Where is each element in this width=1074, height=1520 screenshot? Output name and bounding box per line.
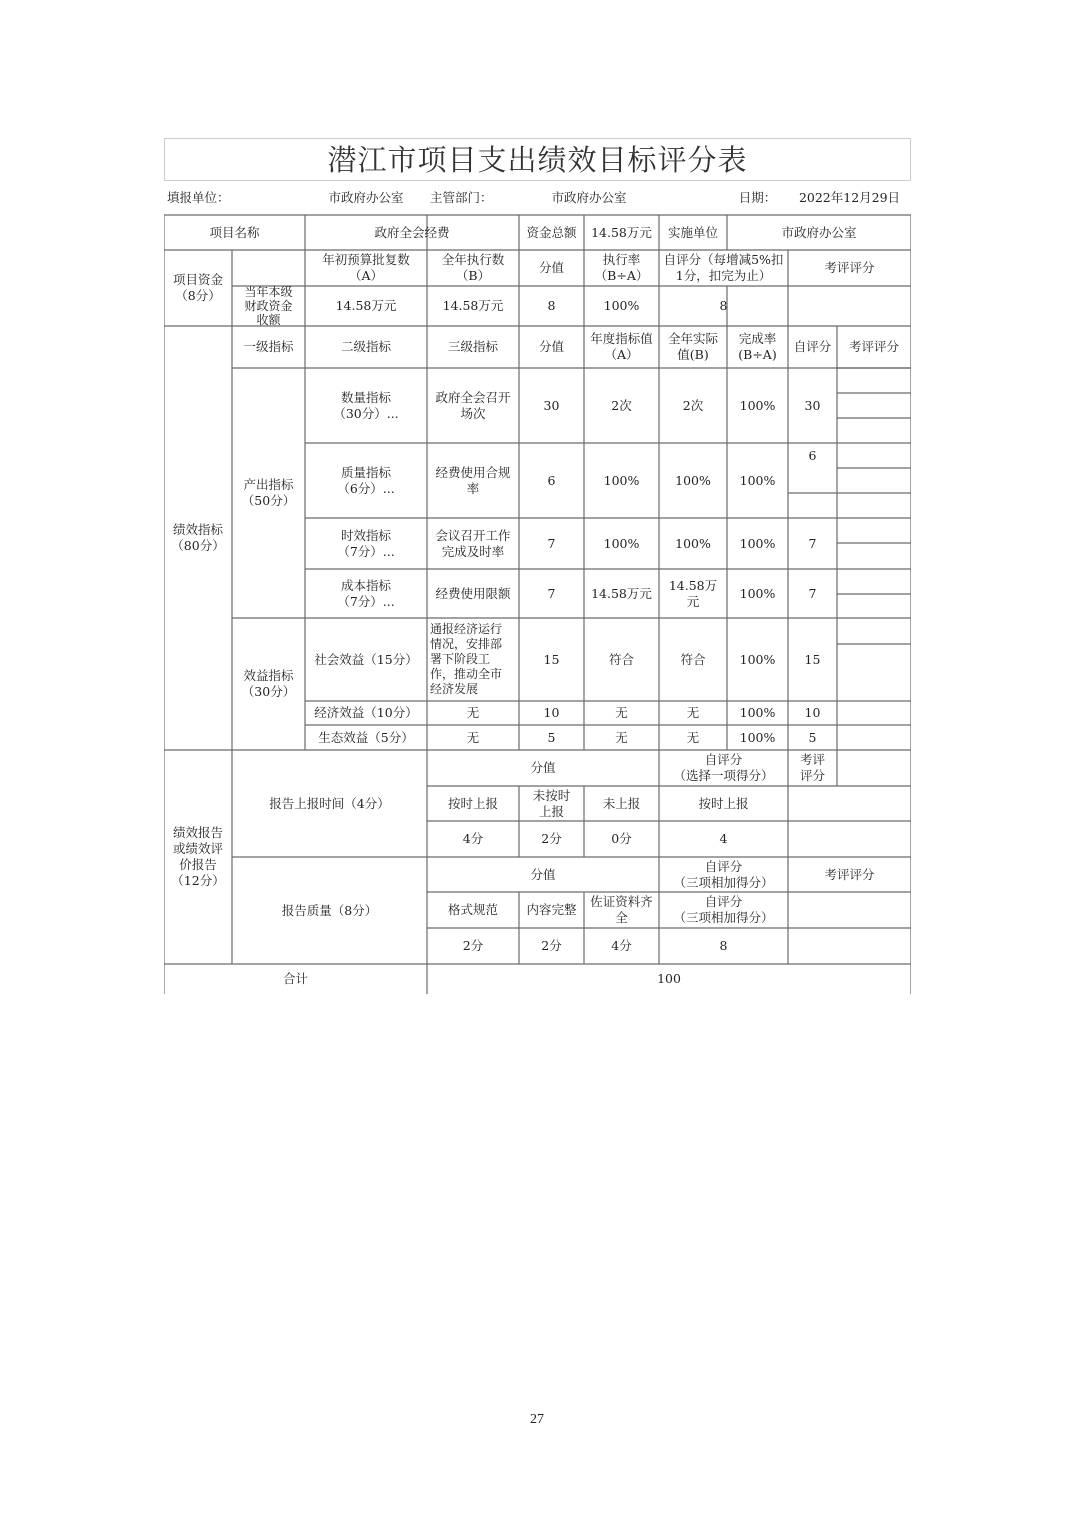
report-time-points: 2分 (541, 831, 562, 846)
table-row-target: 无 (615, 729, 628, 745)
date-label: 日期： (738, 190, 777, 205)
report-time-label: 报告上报时间（4分） (269, 795, 390, 811)
total-funds-label: 资金总额 (526, 224, 577, 240)
funds-b: 14.58万元 (442, 298, 504, 313)
report-quality-self-header: 自评分 （三项相加得分） (673, 858, 774, 890)
table-row-third: 经费使用限额 (435, 585, 511, 601)
funds-col-review: 考评评分 (824, 260, 875, 275)
table-row-rate: 100% (739, 705, 776, 720)
table-row-target: 14.58万元 (591, 585, 652, 601)
table-row-score: 5 (547, 729, 556, 745)
header-third: 三级指标 (447, 339, 498, 354)
score-table (164, 138, 911, 994)
funds-section-label: 项目资金 （8分） (172, 272, 223, 303)
header-target: 年度指标值 （A） (590, 331, 653, 362)
output-indicator-label: 产出指标 （50分） (241, 477, 296, 508)
report-quality-review-header: 考评评分 (824, 866, 875, 882)
header-self: 自评分 (793, 339, 832, 354)
indicators-section-label: 绩效指标 （80分） (171, 522, 225, 553)
table-row-third: 无 (466, 729, 480, 745)
fill-unit-label: 填报单位： (167, 190, 230, 205)
table-row-second: 成本指标 （7分）... (337, 577, 395, 609)
table-row-second: 经济效益（10分） (314, 705, 418, 720)
report-time-points: 0分 (611, 831, 632, 846)
report-quality-label: 报告质量（8分） (281, 902, 378, 918)
report-quality-points: 2分 (541, 938, 562, 953)
header-first: 一级指标 (243, 339, 294, 354)
funds-rate: 100% (603, 298, 640, 313)
table-row-score: 7 (547, 585, 556, 601)
impl-unit-value: 市政府办公室 (781, 224, 857, 240)
table-row-rate: 100% (739, 585, 776, 601)
table-row-third: 通报经济运行 情况，安排部 署下阶段工 作，推动全市 经济发展 (430, 622, 503, 696)
funds-col-rate: 执行率 （B÷A） (594, 252, 649, 283)
project-name-label: 项目名称 (209, 224, 260, 240)
table-row-rate: 100% (739, 472, 776, 488)
table-row-target: 100% (603, 535, 640, 551)
impl-unit-label: 实施单位 (667, 224, 718, 240)
report-quality-score-header: 分值 (530, 866, 556, 882)
header-actual: 全年实际 值(B) (667, 331, 718, 362)
table-row-target: 无 (615, 705, 628, 720)
benefit-indicator-label: 效益指标 （30分） (241, 668, 296, 699)
dept-label: 主管部门： (430, 190, 493, 205)
funds-col-score: 分值 (538, 260, 564, 275)
table-row-second: 生态效益（5分） (318, 729, 414, 745)
table-row-rate: 100% (739, 397, 776, 413)
table-row-second: 数量指标 （30分）... (333, 389, 399, 421)
report-quality-self-score: 8 (719, 938, 728, 953)
report-quality-self-header-2: 自评分 （三项相加得分） (673, 894, 774, 925)
report-time-option: 未按时 上报 (532, 787, 571, 819)
table-row-actual: 14.58万 元 (668, 577, 718, 609)
report-time-points: 4分 (462, 831, 484, 846)
table-row-rate: 100% (739, 651, 776, 667)
table-row-target: 符合 (608, 651, 634, 667)
table-row-self: 7 (808, 535, 817, 551)
table-row-third: 会议召开工作 完成及时率 (435, 527, 511, 559)
table-row-actual: 无 (686, 705, 700, 720)
fill-unit-value: 市政府办公室 (328, 190, 404, 205)
report-time-self-choice: 按时上报 (698, 795, 749, 811)
header-rate: 完成率 (B÷A) (738, 331, 777, 362)
table-row-self: 30 (804, 397, 821, 413)
funds-a: 14.58万元 (335, 298, 397, 313)
table-row-third: 无 (466, 705, 480, 720)
table-row-score: 7 (547, 535, 556, 551)
report-time-score-header: 分值 (530, 760, 556, 775)
table-row-self: 10 (804, 705, 821, 720)
dept-value: 市政府办公室 (551, 190, 627, 205)
table-row-target: 2次 (611, 397, 632, 413)
table-row-score: 15 (543, 651, 560, 667)
header-score: 分值 (538, 339, 564, 354)
table-row-second: 时效指标 （7分）... (337, 527, 395, 559)
table-row-self: 6 (808, 447, 817, 463)
table-row-actual: 符合 (680, 651, 706, 667)
report-section-label: 绩效报告 或绩效评 价报告 （12分） (171, 825, 225, 888)
report-time-review-header: 考评 评分 (799, 752, 825, 783)
report-quality-option: 格式规范 (447, 902, 498, 917)
table-row-score: 6 (547, 472, 556, 488)
funds-col-b: 全年执行数 （B） (441, 252, 505, 283)
table-row-self: 5 (808, 729, 817, 745)
table-row-second: 社会效益（15分） (314, 651, 418, 667)
page-number: 27 (530, 1412, 544, 1427)
table-row-rate: 100% (739, 729, 776, 745)
total-label: 合计 (282, 971, 308, 986)
report-time-self-score: 4 (719, 831, 728, 846)
funds-col-a: 年初预算批复数 （A） (322, 252, 410, 283)
report-time-self-header: 自评分 （选择一项得分） (673, 752, 774, 783)
table-row-actual: 100% (675, 472, 711, 488)
funds-score: 8 (547, 298, 556, 313)
table-row-third: 政府全会召开 场次 (435, 389, 511, 421)
table-row-actual: 2次 (682, 397, 704, 413)
table-row-target: 100% (603, 472, 640, 488)
funds-row-label: 当年本级 财政资金 收额 (244, 286, 293, 326)
table-row-third: 经费使用合规 率 (435, 464, 511, 496)
table-row-second: 质量指标 （6分）... (337, 464, 395, 496)
funds-self: 8 (719, 298, 728, 313)
header-review: 考评评分 (848, 339, 899, 354)
report-quality-option: 佐证资料齐 全 (590, 894, 653, 925)
project-name-value: 政府全会经费 (374, 224, 450, 240)
page-title: 潜江市项目支出绩效目标评分表 (327, 143, 748, 177)
table-row-score: 10 (543, 705, 560, 720)
funds-col-self: 自评分（每增减5%扣 1分，扣完为止） (663, 252, 784, 283)
report-quality-option: 内容完整 (526, 902, 577, 917)
total-value: 100 (657, 971, 681, 986)
table-row-self: 7 (808, 585, 817, 601)
report-quality-points: 2分 (462, 938, 484, 953)
table-row-self: 15 (804, 651, 821, 667)
table-row-rate: 100% (739, 535, 776, 551)
report-quality-points: 4分 (611, 938, 632, 953)
table-row-score: 30 (543, 397, 560, 413)
table-row-actual: 无 (686, 729, 700, 745)
header-second: 二级指标 (340, 339, 391, 354)
report-time-option: 未上报 (602, 795, 641, 811)
table-row-actual: 100% (675, 535, 711, 551)
total-funds-value: 14.58万元 (591, 224, 652, 240)
date-value: 2022年12月29日 (798, 190, 901, 205)
report-time-option: 按时上报 (447, 795, 498, 811)
